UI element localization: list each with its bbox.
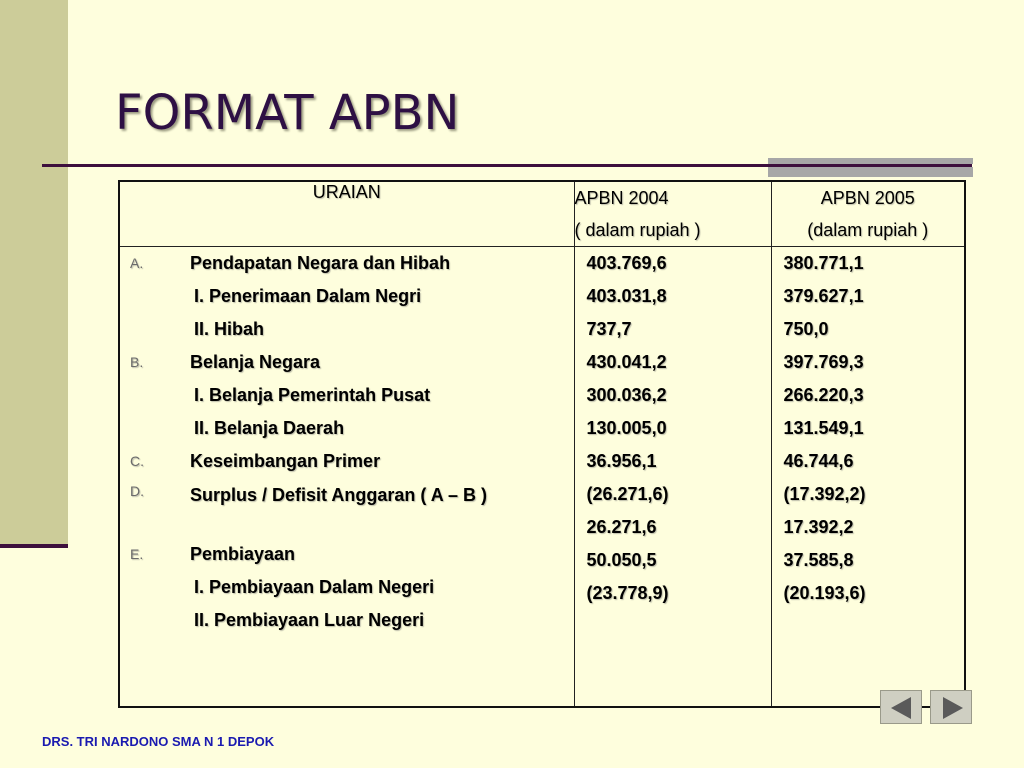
row-label: II. Hibah [194,319,265,339]
table-row [120,604,574,637]
table-body-row [119,247,965,708]
value-2005: 380.771,1 [783,253,864,273]
previous-slide-button[interactable] [880,690,922,724]
value-2004: 130.005,0 [586,418,667,438]
table-row [120,538,574,571]
value-2005: (20.193,6) [783,583,866,603]
value-2005: 397.769,3 [783,352,864,372]
row-marker: B. [130,354,144,370]
row-label: Pendapatan Negara dan Hibah [190,253,451,273]
value-2004: (23.778,9) [586,583,669,603]
row-label: Surplus / Defisit Anggaran ( A – B ) [190,485,488,505]
value-2005: 266.220,3 [783,385,864,405]
value-2004: 26.271,6 [586,517,657,537]
table-row [120,280,574,313]
triangle-right-icon [943,697,963,719]
table-row [120,379,574,412]
row-marker: C. [130,453,144,469]
value-2004: 36.956,1 [586,451,657,471]
header-apbn-2005 [771,181,965,247]
table-row [120,478,574,538]
row-label: I. Penerimaan Dalam Negri [194,286,422,306]
title-accent-bar-top [768,158,973,164]
value-2004: 737,7 [586,319,632,339]
value-2004: (26.271,6) [586,484,669,504]
left-decor-line [0,544,68,548]
header-apbn-2004-unit: ( dalam rupiah ) [574,220,701,240]
row-label: Pembiayaan [190,544,296,564]
value-2005: 17.392,2 [783,517,854,537]
value-2005: 750,0 [783,319,829,339]
value-2004: 403.031,8 [586,286,667,306]
value-2005: 37.585,8 [783,550,854,570]
title-accent-bar-bottom [768,167,973,177]
row-marker: A. [130,255,144,271]
apbn-2005-column [771,247,965,708]
value-2005: 131.549,1 [783,418,864,438]
uraian-column [119,247,574,708]
table-row [120,445,574,478]
value-2005: 379.627,1 [783,286,864,306]
header-apbn-2004 [574,181,771,247]
table-row [120,346,574,379]
triangle-left-icon [891,697,911,719]
row-label: Belanja Negara [190,352,321,372]
header-uraian: URAIAN [119,181,574,247]
left-decor-bar [0,0,68,545]
row-label: I. Pembiayaan Dalam Negeri [194,577,435,597]
header-apbn-2005-unit: (dalam rupiah ) [807,220,929,240]
slide-title: FORMAT APBN [115,85,460,141]
value-2005: 46.744,6 [783,451,854,471]
row-label: Keseimbangan Primer [190,451,381,471]
value-2005: (17.392,2) [783,484,866,504]
apbn-table [118,180,966,708]
row-marker: D. [130,483,144,499]
value-2004: 403.769,6 [586,253,667,273]
table-row [120,571,574,604]
header-apbn-2005-title: APBN 2005 [820,188,915,208]
table-row [120,313,574,346]
table-header-row [119,181,965,247]
next-slide-button[interactable] [930,690,972,724]
apbn-2004-column [574,247,771,708]
footer-credit: DRS. TRI NARDONO SMA N 1 DEPOK [42,734,275,749]
table-row [120,247,574,280]
row-marker: E. [130,546,144,562]
value-2004: 430.041,2 [586,352,667,372]
value-2004: 300.036,2 [586,385,667,405]
table-row [120,412,574,445]
row-label: II. Pembiayaan Luar Negeri [194,610,425,630]
row-label: I. Belanja Pemerintah Pusat [194,385,431,405]
value-2004: 50.050,5 [586,550,657,570]
row-label: II. Belanja Daerah [194,418,345,438]
header-apbn-2004-title: APBN 2004 [574,188,669,208]
